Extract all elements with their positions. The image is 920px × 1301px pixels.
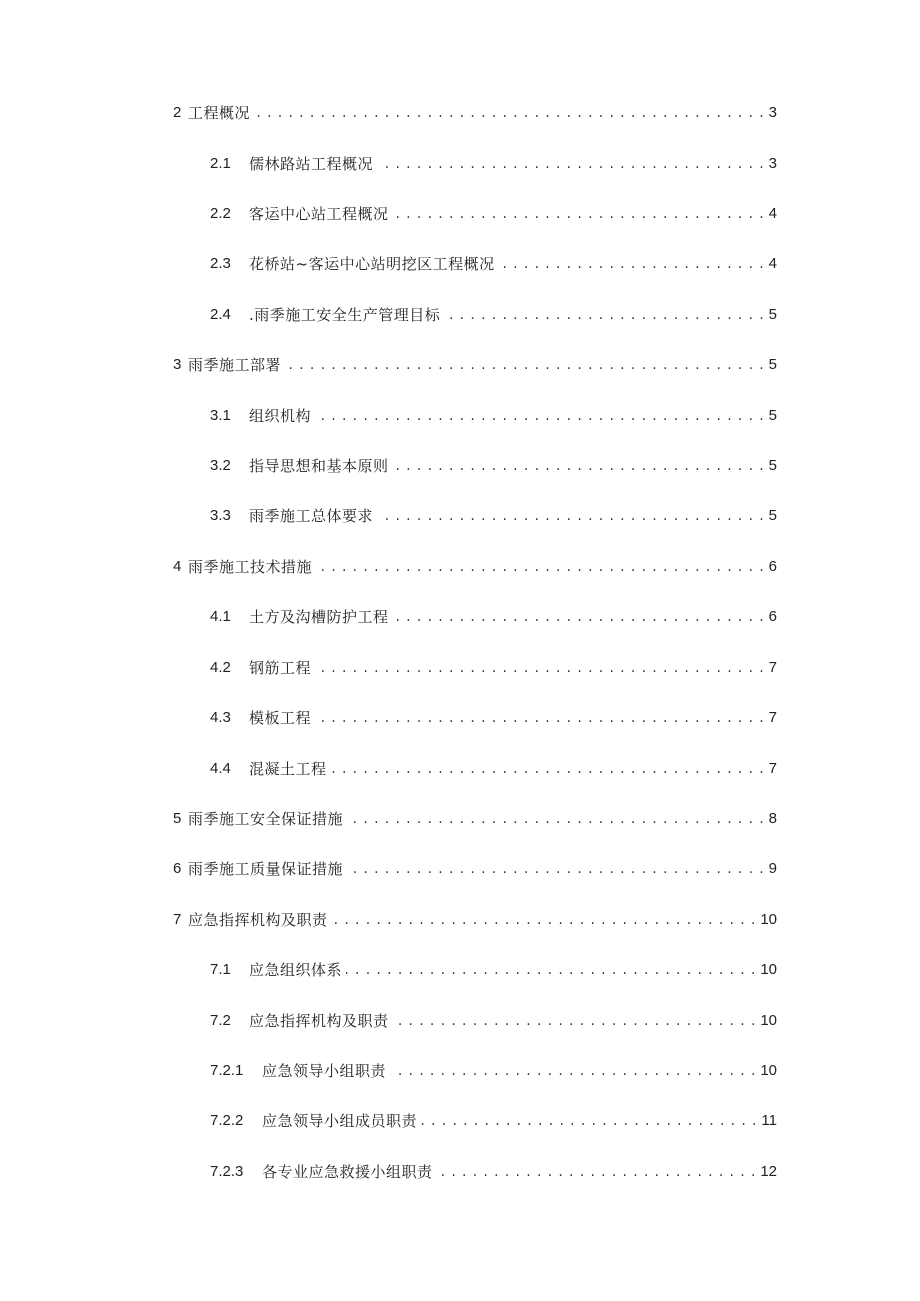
toc-entry-title: 各专业应急救援小组职责 [262,1163,433,1181]
toc-entry-page: 5 [768,407,777,424]
toc-entry-number: 2.4 [210,306,231,323]
toc-entry-title: 花桥站~客运中心站明挖区工程概况 [249,255,495,273]
toc-dot-leader [499,251,765,277]
toc-entry-page: 10 [760,1062,777,1079]
toc-entry-number: 3.1 [210,407,231,424]
toc-dot-leader [315,403,765,429]
toc-entry-7-2-1[interactable] [210,1058,777,1084]
toc-entry-page: 4 [768,255,777,272]
toc-dot-leader [347,856,765,882]
toc-entry-title: 应急领导小组成员职责 [262,1112,418,1130]
toc-entry-page: 5 [768,306,777,323]
toc-entry-title: 儒林路站工程概况 [249,155,374,173]
toc-entry-title: 模板工程 [249,709,312,727]
toc-entry-3[interactable] [173,352,777,378]
toc-entry-title: 雨季施工技术措施 [188,558,313,576]
toc-entry-number: 2 [173,104,182,121]
toc-entry-4-3[interactable] [210,705,777,731]
toc-entry-title: 雨季施工总体要求 [249,507,374,525]
toc-dot-leader [393,201,765,227]
toc-entry-7[interactable] [173,907,777,933]
toc-entry-number: 4.2 [210,659,231,676]
toc-entry-number: 7.1 [210,961,231,978]
toc-entry-2-4[interactable] [210,302,777,328]
toc-entry-page: 7 [768,760,777,777]
toc-entry-7-2-3[interactable] [210,1159,777,1185]
toc-dot-leader [347,806,765,832]
toc-entry-page: 9 [768,860,777,877]
toc-entry-title: 应急组织体系 [249,961,343,979]
toc-entry-title: 土方及沟槽防护工程 [249,608,389,626]
toc-entry-number: 7 [173,911,182,928]
toc-entry-number: 7.2.2 [210,1112,244,1129]
toc-entry-number: 2.2 [210,205,231,222]
toc-dot-leader [393,1008,757,1034]
toc-dot-leader [285,352,765,378]
toc-dot-leader [346,957,756,983]
toc-entry-title: 应急指挥机构及职责 [188,911,328,929]
toc-entry-title: 钢筋工程 [249,659,312,677]
toc-entry-title: 应急领导小组职责 [262,1062,387,1080]
toc-entry-2-1[interactable] [210,151,777,177]
toc-dot-leader [377,151,765,177]
toc-entry-number: 4.3 [210,709,231,726]
toc-entry-3-2[interactable] [210,453,777,479]
toc-entry-4-2[interactable] [210,655,777,681]
toc-entry-title: 雨季施工质量保证措施 [188,860,344,878]
toc-entry-page: 3 [768,155,777,172]
toc-entry-number: 6 [173,860,182,877]
toc-entry-4-1[interactable] [210,604,777,630]
toc-entry-page: 10 [760,961,777,978]
toc-entry-title: 组织机构 [249,407,312,425]
toc-dot-leader [316,554,765,580]
toc-entry-title: 应急指挥机构及职责 [249,1012,389,1030]
toc-entry-6[interactable] [173,856,777,882]
toc-dot-leader [437,1159,757,1185]
toc-entry-2-2[interactable] [210,201,777,227]
toc-entry-7-2[interactable] [210,1008,777,1034]
toc-entry-2-3[interactable] [210,251,777,277]
toc-dot-leader [377,503,765,529]
toc-entry-page: 10 [760,911,777,928]
toc-entry-page: 11 [761,1112,777,1129]
toc-entry-title: 混凝土工程 [249,760,327,778]
toc-entry-4[interactable] [173,554,777,580]
toc-entry-number: 7.2.1 [210,1062,244,1079]
toc-entry-title: 工程概况 [188,104,251,122]
toc-entry-number: 4 [173,558,182,575]
toc-entry-title: 指导思想和基本原则 [249,457,389,475]
toc-entry-number: 5 [173,810,182,827]
toc-entry-page: 5 [768,457,777,474]
toc-entry-number: 4.4 [210,760,231,777]
toc-entry-title: .雨季施工安全生产管理目标 [249,306,441,324]
toc-dot-leader [315,655,765,681]
toc-entry-2[interactable] [173,100,777,126]
toc-entry-number: 3.3 [210,507,231,524]
toc-dot-leader [390,1058,756,1084]
toc-dot-leader [444,302,764,328]
toc-entry-page: 6 [768,608,777,625]
toc-entry-title: 雨季施工部署 [188,356,282,374]
toc-entry-title: 雨季施工安全保证措施 [188,810,344,828]
toc-dot-leader [254,100,765,126]
toc-dot-leader [331,756,765,782]
toc-entry-5[interactable] [173,806,777,832]
toc-dot-leader [315,705,765,731]
toc-entry-page: 10 [760,1012,777,1029]
toc-entry-number: 2.3 [210,255,231,272]
toc-entry-3-1[interactable] [210,403,777,429]
toc-entry-number: 7.2.3 [210,1163,244,1180]
toc-entry-page: 5 [768,507,777,524]
toc-entry-number: 3.2 [210,457,231,474]
toc-entry-page: 5 [768,356,777,373]
toc-dot-leader [332,907,757,933]
toc-entry-number: 3 [173,356,182,373]
toc-entry-page: 6 [768,558,777,575]
toc-entry-page: 7 [768,709,777,726]
toc-entry-page: 7 [768,659,777,676]
toc-entry-page: 3 [768,104,777,121]
toc-entry-4-4[interactable] [210,756,777,782]
toc-entry-number: 7.2 [210,1012,231,1029]
toc-entry-number: 2.1 [210,155,231,172]
toc-entry-7-1[interactable] [210,957,777,983]
toc-entry-3-3[interactable] [210,503,777,529]
toc-entry-title: 客运中心站工程概况 [249,205,389,223]
toc-entry-page: 12 [760,1163,777,1180]
toc-dot-leader [393,604,765,630]
toc-dot-leader [421,1108,757,1134]
toc-dot-leader [393,453,765,479]
toc-entry-page: 8 [768,810,777,827]
toc-entry-7-2-2[interactable] [210,1108,777,1134]
toc-entry-page: 4 [768,205,777,222]
toc-entry-number: 4.1 [210,608,231,625]
